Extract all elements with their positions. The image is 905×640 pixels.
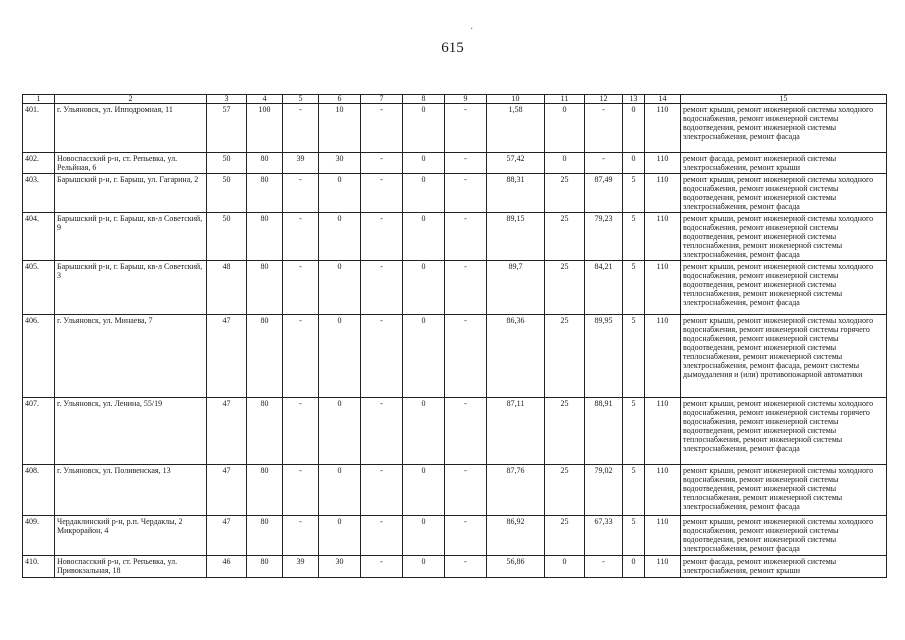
col-12: - — [585, 153, 623, 174]
col-3: 47 — [207, 398, 247, 465]
col-10: 1,58 — [487, 104, 545, 153]
col-5: - — [283, 398, 319, 465]
col-12: 79,23 — [585, 213, 623, 261]
table-row — [23, 556, 887, 578]
address: г. Ульяновск, ул. Минаева, 7 — [55, 315, 207, 398]
table-row — [23, 516, 887, 556]
col-12: 88,91 — [585, 398, 623, 465]
row-number: 408. — [23, 465, 55, 516]
table-row — [23, 104, 887, 153]
works-list: ремонт фасада, ремонт инженерной системы электроснабжения, ремонт крыши — [681, 153, 887, 174]
col-9: - — [445, 516, 487, 556]
col-14: 110 — [645, 398, 681, 465]
col-9: - — [445, 153, 487, 174]
col-7: - — [361, 556, 403, 578]
col-3: 48 — [207, 261, 247, 315]
header-cell: 2 — [55, 95, 207, 104]
row-number: 405. — [23, 261, 55, 315]
col-8: 0 — [403, 398, 445, 465]
col-10: 87,11 — [487, 398, 545, 465]
address: Барышский р-н, г. Барыш, ул. Гагарина, 2 — [55, 174, 207, 213]
col-14: 110 — [645, 465, 681, 516]
works-list: ремонт фасада, ремонт инженерной системы электроснабжения, ремонт крыши — [681, 556, 887, 578]
header-cell: 10 — [487, 95, 545, 104]
col-7: - — [361, 153, 403, 174]
col-13: 5 — [623, 465, 645, 516]
works-list: ремонт крыши, ремонт инженерной системы холодного водоснабжения, ремонт инженерной системы водоотведения, ремонт инженерной системы теплоснабжения, ремонт инженерной системы электроснабжения, ремонт фасада — [681, 213, 887, 261]
col-13: 5 — [623, 398, 645, 465]
col-8: 0 — [403, 315, 445, 398]
header-cell: 8 — [403, 95, 445, 104]
col-3: 57 — [207, 104, 247, 153]
col-11: 0 — [545, 104, 585, 153]
col-4: 100 — [247, 104, 283, 153]
col-7: - — [361, 398, 403, 465]
col-7: - — [361, 465, 403, 516]
address: Барышский р-н, г. Барыш, кв-л Советский, 9 — [55, 213, 207, 261]
header-cell: 14 — [645, 95, 681, 104]
col-10: 86,92 — [487, 516, 545, 556]
header-cell: 3 — [207, 95, 247, 104]
table-row — [23, 153, 887, 174]
col-6: 30 — [319, 556, 361, 578]
col-14: 110 — [645, 153, 681, 174]
col-11: 25 — [545, 398, 585, 465]
table-row — [23, 213, 887, 261]
col-12: 79,02 — [585, 465, 623, 516]
col-3: 50 — [207, 213, 247, 261]
col-14: 110 — [645, 315, 681, 398]
col-12: 89,95 — [585, 315, 623, 398]
col-3: 50 — [207, 174, 247, 213]
col-5: - — [283, 104, 319, 153]
row-number: 402. — [23, 153, 55, 174]
col-4: 80 — [247, 315, 283, 398]
col-13: 5 — [623, 315, 645, 398]
works-list: ремонт крыши, ремонт инженерной системы холодного водоснабжения, ремонт инженерной системы водоотведения, ремонт инженерной системы теплоснабжения, ремонт инженерной системы электроснабжения, ремонт фасада — [681, 465, 887, 516]
col-8: 0 — [403, 153, 445, 174]
col-6: 0 — [319, 213, 361, 261]
header-row — [23, 95, 887, 104]
col-3: 50 — [207, 153, 247, 174]
address: Чердаклинский р-н, р.п. Чердаклы, 2 Микрорайон, 4 — [55, 516, 207, 556]
address: г. Ульяновск, ул. Ленина, 55/19 — [55, 398, 207, 465]
col-3: 47 — [207, 465, 247, 516]
col-14: 110 — [645, 213, 681, 261]
col-9: - — [445, 556, 487, 578]
col-9: - — [445, 261, 487, 315]
col-9: - — [445, 465, 487, 516]
col-6: 0 — [319, 465, 361, 516]
col-14: 110 — [645, 556, 681, 578]
row-number: 407. — [23, 398, 55, 465]
col-5: - — [283, 516, 319, 556]
works-list: ремонт крыши, ремонт инженерной системы холодного водоснабжения, ремонт инженерной системы водоотведения, ремонт инженерной системы теплоснабжения, ремонт инженерной системы электроснабжения, ремонт фасада — [681, 261, 887, 315]
col-13: 5 — [623, 516, 645, 556]
col-13: 0 — [623, 104, 645, 153]
col-12: - — [585, 556, 623, 578]
col-7: - — [361, 213, 403, 261]
col-5: 39 — [283, 556, 319, 578]
address: Новоспасский р-н, ст. Репьевка, ул. Рельйная, 6 — [55, 153, 207, 174]
row-number: 401. — [23, 104, 55, 153]
col-11: 25 — [545, 174, 585, 213]
col-6: 0 — [319, 261, 361, 315]
col-13: 0 — [623, 556, 645, 578]
col-14: 110 — [645, 174, 681, 213]
page-number: 615 — [441, 40, 464, 56]
row-number: 403. — [23, 174, 55, 213]
col-8: 0 — [403, 465, 445, 516]
col-11: 25 — [545, 213, 585, 261]
row-number: 410. — [23, 556, 55, 578]
scan-dot: · — [470, 24, 474, 35]
col-12: - — [585, 104, 623, 153]
table-row — [23, 315, 887, 398]
col-4: 80 — [247, 261, 283, 315]
address: Новоспасский р-н, ст. Репьевка, ул. Привокзальная, 18 — [55, 556, 207, 578]
table-row — [23, 398, 887, 465]
col-4: 80 — [247, 465, 283, 516]
col-10: 89,7 — [487, 261, 545, 315]
row-number: 404. — [23, 213, 55, 261]
table-row — [23, 261, 887, 315]
col-5: - — [283, 465, 319, 516]
col-9: - — [445, 104, 487, 153]
works-list: ремонт крыши, ремонт инженерной системы холодного водоснабжения, ремонт инженерной системы водоотведения, ремонт инженерной системы электроснабжения, ремонт фасада — [681, 104, 887, 153]
address: Барышский р-н, г. Барыш, кв-л Советский, 3 — [55, 261, 207, 315]
header-cell: 4 — [247, 95, 283, 104]
col-5: - — [283, 261, 319, 315]
col-5: - — [283, 213, 319, 261]
col-4: 80 — [247, 516, 283, 556]
col-11: 25 — [545, 315, 585, 398]
col-13: 5 — [623, 174, 645, 213]
col-10: 89,15 — [487, 213, 545, 261]
table-row — [23, 465, 887, 516]
col-11: 25 — [545, 261, 585, 315]
col-6: 10 — [319, 104, 361, 153]
col-14: 110 — [645, 261, 681, 315]
col-7: - — [361, 174, 403, 213]
col-9: - — [445, 398, 487, 465]
address: г. Ульяновск, ул. Поливенская, 13 — [55, 465, 207, 516]
works-list: ремонт крыши, ремонт инженерной системы холодного водоснабжения, ремонт инженерной системы горячего водоснабжения, ремонт инженерной системы водоотведения, ремонт инженерной системы теплоснабжения, ремонт инженерной системы электроснабжения, ремонт фасада — [681, 398, 887, 465]
header-cell: 15 — [681, 95, 887, 104]
col-10: 88,31 — [487, 174, 545, 213]
col-3: 47 — [207, 516, 247, 556]
col-10: 57,42 — [487, 153, 545, 174]
col-10: 56,86 — [487, 556, 545, 578]
col-7: - — [361, 315, 403, 398]
header-cell: 6 — [319, 95, 361, 104]
col-7: - — [361, 516, 403, 556]
col-7: - — [361, 104, 403, 153]
col-5: - — [283, 174, 319, 213]
col-10: 87,76 — [487, 465, 545, 516]
works-list: ремонт крыши, ремонт инженерной системы холодного водоснабжения, ремонт инженерной системы горячего водоснабжения, ремонт инженерной системы водоотведения, ремонт инженерной системы теплоснабжения, ремонт инженерной системы электроснабжения, ремонт фасада, ремонт системы дымоудаления и (или) противопожарной автоматики — [681, 315, 887, 398]
works-list: ремонт крыши, ремонт инженерной системы холодного водоснабжения, ремонт инженерной системы водоотведения, ремонт инженерной системы электроснабжения, ремонт фасада — [681, 174, 887, 213]
col-6: 0 — [319, 516, 361, 556]
col-11: 0 — [545, 153, 585, 174]
col-6: 30 — [319, 153, 361, 174]
col-4: 80 — [247, 556, 283, 578]
col-9: - — [445, 174, 487, 213]
col-6: 0 — [319, 398, 361, 465]
header-cell: 7 — [361, 95, 403, 104]
col-8: 0 — [403, 516, 445, 556]
table-row — [23, 174, 887, 213]
header-cell: 1 — [23, 95, 55, 104]
col-3: 47 — [207, 315, 247, 398]
col-6: 0 — [319, 315, 361, 398]
header-cell: 9 — [445, 95, 487, 104]
col-12: 87,49 — [585, 174, 623, 213]
col-8: 0 — [403, 556, 445, 578]
col-8: 0 — [403, 213, 445, 261]
col-13: 5 — [623, 213, 645, 261]
col-12: 67,33 — [585, 516, 623, 556]
col-4: 80 — [247, 174, 283, 213]
col-13: 0 — [623, 153, 645, 174]
col-14: 110 — [645, 516, 681, 556]
col-12: 84,21 — [585, 261, 623, 315]
row-number: 409. — [23, 516, 55, 556]
col-5: 39 — [283, 153, 319, 174]
address: г. Ульяновск, ул. Ипподромная, 11 — [55, 104, 207, 153]
col-9: - — [445, 213, 487, 261]
col-11: 0 — [545, 556, 585, 578]
header-cell: 13 — [623, 95, 645, 104]
col-6: 0 — [319, 174, 361, 213]
col-4: 80 — [247, 153, 283, 174]
col-11: 25 — [545, 516, 585, 556]
header-cell: 11 — [545, 95, 585, 104]
col-14: 110 — [645, 104, 681, 153]
header-cell: 5 — [283, 95, 319, 104]
col-8: 0 — [403, 261, 445, 315]
col-8: 0 — [403, 104, 445, 153]
repair-table — [22, 94, 887, 578]
col-5: - — [283, 315, 319, 398]
col-4: 80 — [247, 213, 283, 261]
col-13: 5 — [623, 261, 645, 315]
col-7: - — [361, 261, 403, 315]
col-9: - — [445, 315, 487, 398]
col-3: 46 — [207, 556, 247, 578]
col-10: 86,36 — [487, 315, 545, 398]
header-cell: 12 — [585, 95, 623, 104]
col-8: 0 — [403, 174, 445, 213]
works-list: ремонт крыши, ремонт инженерной системы холодного водоснабжения, ремонт инженерной системы водоотведения, ремонт инженерной системы электроснабжения, ремонт фасада — [681, 516, 887, 556]
row-number: 406. — [23, 315, 55, 398]
col-4: 80 — [247, 398, 283, 465]
col-11: 25 — [545, 465, 585, 516]
